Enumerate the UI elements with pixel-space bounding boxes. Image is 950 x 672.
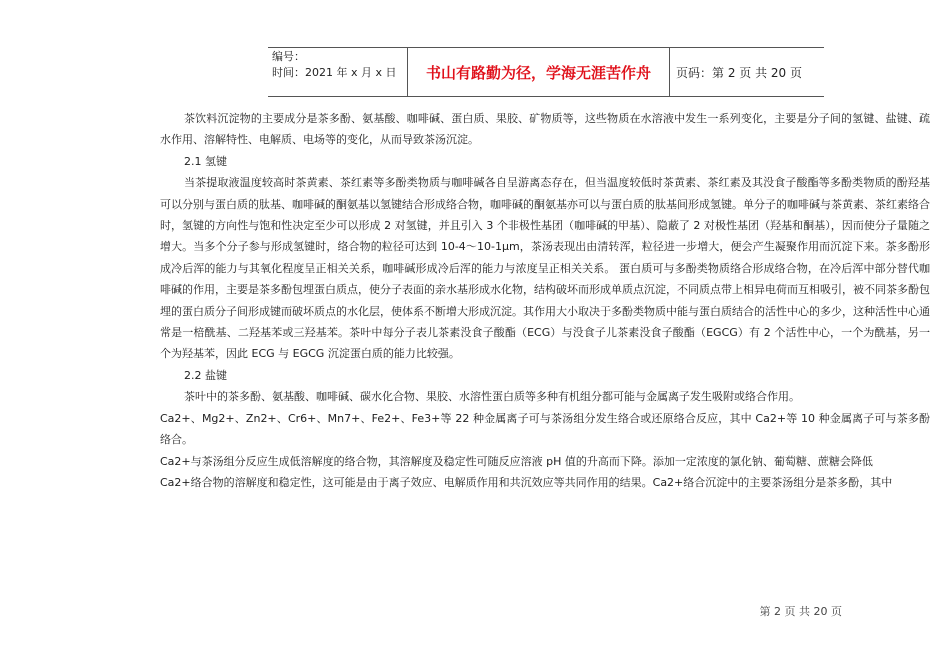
paragraph-intro: 茶饮料沉淀物的主要成分是茶多酚、氨基酸、咖啡碱、蛋白质、果胶、矿物质等，这些物质在水溶液中发生一系列变化，主要是分子间的氢键、盐键、疏水作用、溶解特性、电解质、电场等的变化，从而导致茶汤沉淀。 [160,112,930,147]
paragraph-hydrogen-bond: 当茶提取液温度较高时茶黄素、茶红素等多酚类物质与咖啡碱各自呈游离态存在，但当温度较低时茶黄素、茶红素及其没食子酸酯等多酚类物质的酚羟基可以分别与蛋白质的肽基、咖啡碱的酮氨基以氢键结合形成络合物，咖啡碱的酮氨基亦可以与蛋白质的肽基间形成氢键。单分子的咖啡碱与茶黄素、茶红素络合时，氢键的方向性与饱和性决定至少可以形成 2 对氢键，并且引入 3 个非极性基团（咖啡碱的甲基）、隐蔽了 2 对极性基团（羟基和酮基），因而使分子量随之增大。当多个分子参与形成氢键时，络合物的粒径可达到 10-4～10-1μm，茶汤表现出由清转浑，粒径进一步增大，便会产生凝聚作用而沉淀下来。茶多酚形成冷后浑的能力与其氧化程度呈正相关关系，咖啡碱形成冷后浑的能力与浓度呈正相关关系。 蛋白质可与多酚类物质络合形成络合物，在冷后浑中部分替代咖啡碱的作用，主要是茶多酚包埋蛋白质点，使分子表面的亲水基形成水化物，结构破坏而形成单质点沉淀，不同质点带上相异电荷而互相吸引，被不同茶多酚包埋的蛋白质分子间形成键而破坏质点的水化层，使体系不断增大形成沉淀。其作用大小取决于多酚类物质中能与蛋白质结合的活性中心的多少，这种活性中心通常是一棓酰基、二羟基苯或三羟基苯。茶叶中每分子表儿茶素没食子酸酯（ECG）与没食子儿茶素没食子酸酯（EGCG）有 2 个活性中心，一个为酰基，另一个为羟基苯，因此 ECG 与 EGCG 沉淀蛋白质的能力比较强。 [160,176,930,361]
document-body [160,108,930,493]
paragraph-salt-bond-intro: 茶叶中的茶多酚、氨基酸、咖啡碱、碳水化合物、果胶、水溶性蛋白质等多种有机组分都可能与金属离子发生吸附或络合作用。 [184,390,800,404]
paragraph-metal-ions: Ca2+、Mg2+、Zn2+、Cr6+、Mn7+、Fe2+、Fe3+等 22 种金属离子可与茶汤组分发生络合或还原络合反应，其中 Ca2+等 10 种金属离子可与茶多酚络合。 [160,411,930,447]
paragraph-calcium-reaction: Ca2+与茶汤组分反应生成低溶解度的络合物，其溶解度及稳定性可随反应溶液 pH 值的升高而下降。添加一定浓度的氯化钠、葡萄糖、蔗糖会降低 [160,454,873,468]
page-footer: 第 2 页 共 20 页 [759,605,842,618]
document-header [268,47,824,97]
section-heading-hydrogen-bond: 2.1 氢键 [184,154,227,168]
document-time-label: 时间：2021 年 x 月 x 日 [272,66,397,79]
header-meta-cell [268,48,408,96]
paragraph-calcium-complex: Ca2+络合物的溶解度和稳定性，这可能是由于离子效应、电解质作用和共沉效应等共同作用的结果。Ca2+络合沉淀中的主要茶汤组分是茶多酚，其中 [160,475,893,489]
section-heading-salt-bond: 2.2 盐键 [184,368,227,382]
header-page-number: 页码：第 2 页 共 20 页 [676,65,802,80]
header-motto: 书山有路勤为径，学海无涯苦作舟 [408,48,670,96]
document-number-label: 编号： [272,50,305,63]
